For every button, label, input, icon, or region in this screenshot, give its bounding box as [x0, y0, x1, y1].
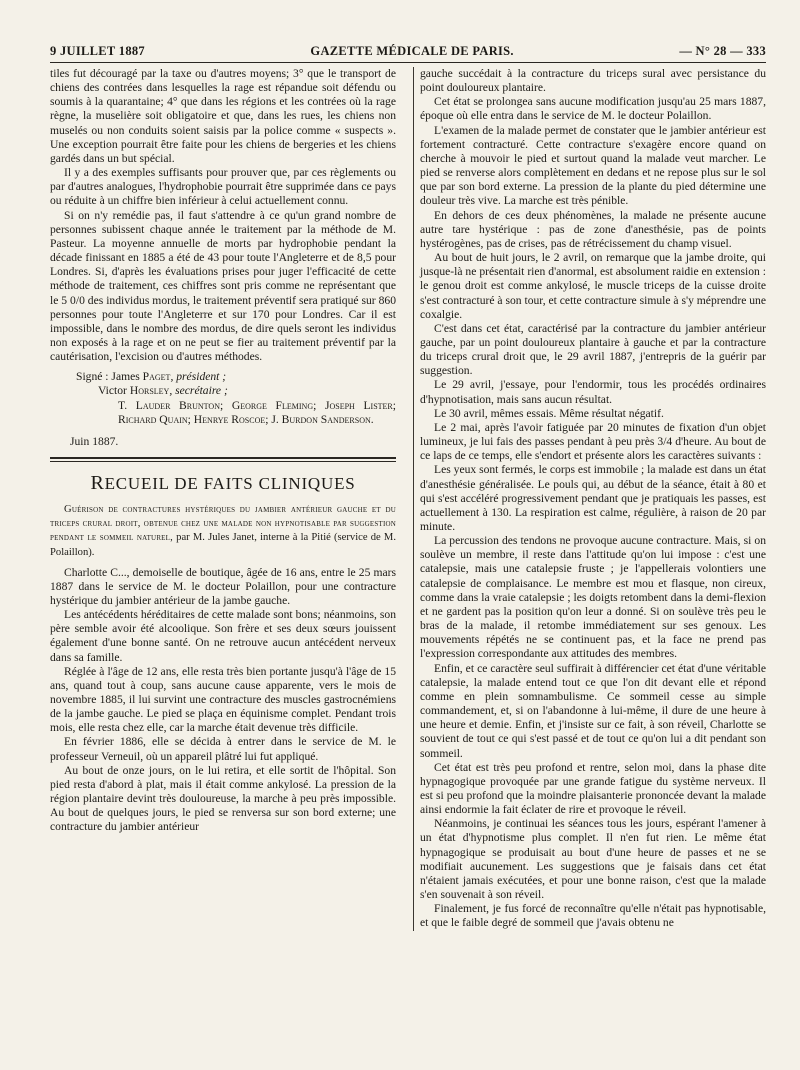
paragraph: Au bout de huit jours, le 2 avril, on remarque que la jambe droite, qui jusque-là ne présentait rien d'anormal, est absolument raidie en extension : le genou droit est comme ankylosé, le muscle triceps de la cuisse droite s'est contracturé à son tour, et cette contracture simule à s'y méprendre une coxalgie. [420, 251, 766, 321]
signature-line [76, 384, 396, 398]
section-title-initial: R [90, 472, 105, 495]
paragraph: gauche succédait à la contracture du triceps sural avec persistance du point douloureux plantaire. [420, 67, 766, 95]
paragraph: Les antécédents héréditaires de cette malade sont bons; néanmoins, son père semble avoir été alcoolique. Son frère et ses deux sœurs jouissent également d'une bonne santé. On ne retrouve aucun antécédent nerveux dans sa famille. [50, 608, 396, 664]
paragraph: Le 29 avril, j'essaye, pour l'endormir, tous les procédés ordinaires d'hypnotisation, mais sans aucun résultat. [420, 378, 766, 406]
article-subheading [50, 503, 396, 559]
paragraph: En février 1886, elle se décida à entrer dans le service de M. le professeur Verneuil, où un appareil plâtré lui fut appliqué. [50, 735, 396, 763]
signature-names: T. Lauder Brunton; George Fleming; Joseph Lister; Richard Quain; Henrye Roscoe; J. Burdon Sanderson. [118, 398, 396, 426]
dateline: Juin 1887. [70, 434, 119, 448]
sign-prefix: Signé : James [76, 370, 143, 384]
section-rule-thin [50, 461, 396, 462]
section-rule-thick [50, 457, 396, 459]
paragraph: Le 2 mai, après l'avoir fatiguée par 20 minutes de fixation d'un objet lumineux, je lui fais des passes pendant à peu près 3/4 d'heure. Au bout de ce laps de ce temps, elle s'endort et présente alors les caractères suivants : [420, 420, 766, 463]
header-date: 9 JUILLET 1887 [50, 44, 145, 58]
paragraph: Enfin, et ce caractère seul suffirait à différencier cet état d'une véritable catalepsie, la malade entend tout ce que l'on dit devant elle et répond comme en plein somnambulisme. Ce sommeil cesse au simple commandement, et, si on l'abandonne à lui-même, il dure de une heure à une heure et demie. Enfin, et j'insiste sur ce fait, à son réveil, Charlotte se souvient de tout ce qui s'est passé et de tout ce qu'on lui a dit pendant son sommeil. [420, 661, 766, 760]
paragraph: Il y a des exemples suffisants pour prouver que, par ces règlements ou par d'autres analogues, l'hydrophobie pourrait être supprimée dans ce pays ou réduite à un chiffre bien inférieur à celui actuellement connu. [50, 166, 396, 208]
right-column [413, 67, 766, 931]
signature-block [50, 370, 396, 427]
header-journal-title: GAZETTE MÉDICALE DE PARIS. [310, 44, 514, 58]
sign-name: Horsley [129, 384, 170, 398]
paragraph: Les yeux sont fermés, le corps est immobile ; la malade est dans un état d'anesthésie généralisée. Le pouls qui, au début de la séance, était à 80 et qui s'est accéléré progressivement pendant que je pratiquais les passes, est actuellement à 130. La respiration est calme, régulière, à raison de 20 par minute. [420, 463, 766, 533]
paragraph: Charlotte C..., demoiselle de boutique, âgée de 16 ans, entre le 25 mars 1887 dans le service de M. le docteur Polaillon, pour une contracture hystérique du jambier antérieur de la jambe gauche. [50, 565, 396, 607]
paragraph: Le 30 avril, mêmes essais. Même résultat négatif. [434, 406, 664, 420]
paragraph: En dehors de ces deux phénomènes, la malade ne présente aucune autre tare hystérique : pas de zone d'anesthésie, pas de points hystérogènes, pas de crises, pas de rétrécissement du champ visuel. [420, 208, 766, 250]
header-issue-page: — N° 28 — 333 [679, 44, 766, 58]
sign-role: , secrétaire ; [169, 384, 228, 398]
paragraph: La percussion des tendons ne provoque aucune contracture. Mais, si on soulève un membre, il reste dans l'attitude qu'on lui impose : c'est une catalepsie, mais une catalepsie fruste ; je l'appellerais volontiers une catalepsie de complaisance. Le membre est mou et flasque, non cireux, comme dans la vraie catalepsie ; les doigts retombent dans la demi-flexion et ne gardent pas la position qu'on leur a donné. Si on soulève très peu le bras de la malade, il retombe immédiatement sur ses genoux. Les mouvements répétés ne se continuent pas, et la face ne prend pas l'expression correspondante aux attitudes des membres. [420, 534, 766, 661]
two-column-body [50, 67, 766, 931]
paragraph: L'examen de la malade permet de constater que le jambier antérieur est fortement contracturé. Cette contracture s'exagère encore quand on cherche à mouvoir le pied et surtout quand la malade veut marcher. Le pied se renverse alors complètement en dedans et ne repose plus sur le sol que par son bord externe. La pression de la plante du pied détermine une douleur très vive. La marche est très pénible. [420, 123, 766, 208]
paragraph: Si on n'y remédie pas, il faut s'attendre à ce qu'un grand nombre de personnes subissent chaque année le traitement par la méthode de M. Pasteur. La moyenne annuelle de morts par hydrophobie pendant la décade finissant en 1885 a été de 43 pour toute l'Angleterre et de 8,5 pour Londres. Si, d'après les évaluations prises pour juger l'efficacité de cette méthode de traitement, ces chiffres sont pris comme ne représentant que le 5 0/0 des individus mordus, le traitement préventif sera pratiqué sur 860 personnes pour toute l'Angleterre et sur 170 pour Londres. Car il est impossible, dans le nombre des mordus, de dire quels seront les individus non exposés à la rage et on ne peut se fier au traitement préventif par la cautérisation, l'excision ou d'autres méthodes. [50, 208, 396, 364]
article-subheading-caps: Guérison de contractures hystériques du jambier antérieur gauche et du triceps crural droit, obtenue chez une malade non hypnotisable par suggestion pendant le sommeil naturel, [50, 504, 396, 544]
signature-line [76, 370, 396, 384]
paragraph: tiles fut découragé par la taxe ou d'autres moyens; 3° que le transport de chiens des contrées dans lesquelles la rage est répandue soit défendu ou soumis à la quarantaine; 4° que dans les régions et les contrées où la rage règne, la muselière soit obligatoire et que, dans les rues, les chiens non muselés ou non conduits soient saisis par la police comme « suspects ». Une exception pourrait être faite pour les chiens de bergeries et les chiens gardés dans un but spécial. [50, 67, 396, 165]
paragraph: Néanmoins, je continuai les séances tous les jours, espérant l'amener à un état d'hypnotisme plus complet. Il n'en fut rien. Le même état hypnagogique se produisait au bout d'une heure de passes et ne se modifiait aucunement. Les suggestions que je faisais dans cet état n'étaient jamais exécutées, et pour une bonne raison, c'est que la malade s'en souvenait à son réveil. [420, 817, 766, 902]
running-header [50, 44, 766, 63]
paragraph: Réglée à l'âge de 12 ans, elle resta très bien portante jusqu'à l'âge de 15 ans, quand tout à coup, sans aucune cause apparente, vers le mois de novembre 1885, il lui survint une contracture des muscles gastrocnémiens de la jambe gauche. Le pied se plaça en équinisme complet. Pendant trois mois, elle resta chez elle, car la marche était devenue très difficile. [50, 664, 396, 735]
paragraph: Cet état est très peu profond et rentre, selon moi, dans la phase dite hypnagogique provoquée par une grande fatigue du système nerveux. Il est si peu profond que la moindre plaisanterie prononcée devant la malade ainsi endormie la fait éclater de rire et provoque le réveil. [420, 760, 766, 817]
sign-role: , président ; [170, 370, 227, 384]
left-column [50, 67, 402, 835]
section-title-rest: ECUEIL DE FAITS CLINIQUES [104, 474, 356, 494]
paragraph: C'est dans cet état, caractérisé par la contracture du jambier antérieur gauche, par un point douloureux plantaire à gauche et par la contracture du triceps crural droit que, le 29 avril 1887, j'entrepris de la guérir par suggestion. [420, 321, 766, 378]
article-author: par M. Jules Janet, interne à la Pitié (service de M. Polaillon). [50, 532, 396, 558]
sign-name: Paget [142, 370, 171, 384]
paragraph: Cet état se prolongea sans aucune modification jusqu'au 25 mars 1887, époque où elle entra dans le service de M. le docteur Polaillon. [420, 95, 766, 123]
sign-prefix: Victor [98, 384, 130, 398]
paragraph: Au bout de onze jours, on le lui retira, et elle sortit de l'hôpital. Son pied resta d'abord à plat, mais il était comme ankylosé. La pression de la région plantaire devint très douloureuse, la marche à peu près impossible. Au bout de quelques jours, le pied se renversa sur son bord externe; une contracture du jambier antérieur [50, 763, 396, 834]
paragraph: Finalement, je fus forcé de reconnaître qu'elle n'était pas hypnotisable, et que le faible degré de sommeil que j'avais obtenu ne [420, 902, 766, 930]
section-title [50, 472, 396, 495]
